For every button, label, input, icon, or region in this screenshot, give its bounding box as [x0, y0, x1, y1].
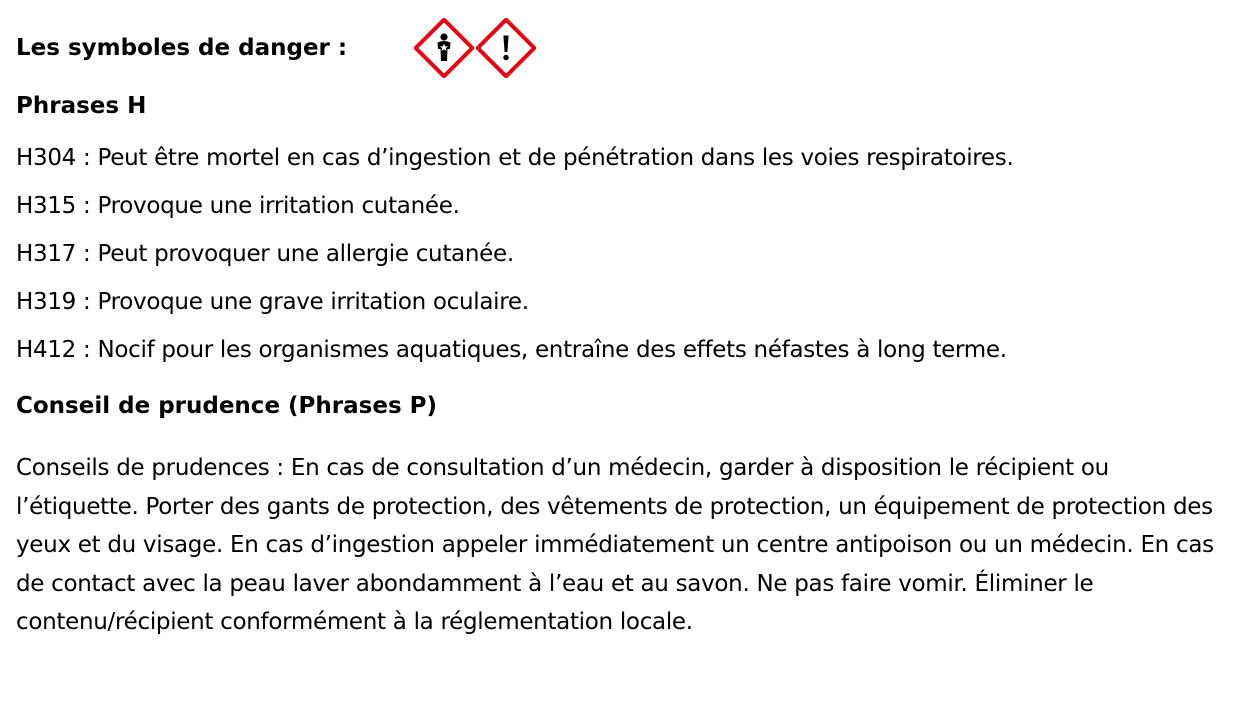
hazard-symbols-label: Les symboles de danger : — [16, 35, 348, 61]
h-phrase-item: H304 : Peut être mortel en cas d’ingestion et de pénétration dans les voies respiratoires. — [16, 145, 1014, 171]
hazard-pictograms — [414, 18, 536, 78]
health-hazard-icon — [414, 18, 474, 78]
h-phrase-item: H319 : Provoque une grave irritation oculaire. — [16, 289, 529, 315]
h-phrase-item: H317 : Peut provoquer une allergie cutanée. — [16, 241, 514, 267]
exclamation-mark-icon — [476, 18, 536, 78]
p-phrases-paragraph: Conseils de prudences : En cas de consultation d’un médecin, garder à disposition le récipient ou l’étiquette. Porter des gants de protection, des vêtements de protection, un équipement de protection des yeux et du visage. En cas d’ingestion appeler immédiatement un centre antipoison ou un médecin. En cas de contact avec la peau laver abondamment à l’eau et au savon. Ne pas faire vomir. Éliminer le contenu/récipient conformément à la réglementation locale. — [16, 455, 1214, 636]
hazard-symbols-row — [16, 18, 536, 78]
p-phrases-heading: Conseil de prudence (Phrases P) — [16, 393, 438, 419]
h-phrase-item: H412 : Nocif pour les organismes aquatiques, entraîne des effets néfastes à long terme. — [16, 337, 1007, 363]
h-phrase-item: H315 : Provoque une irritation cutanée. — [16, 193, 460, 219]
h-phrases-list — [16, 143, 1013, 383]
h-phrases-heading: Phrases H — [16, 93, 147, 119]
